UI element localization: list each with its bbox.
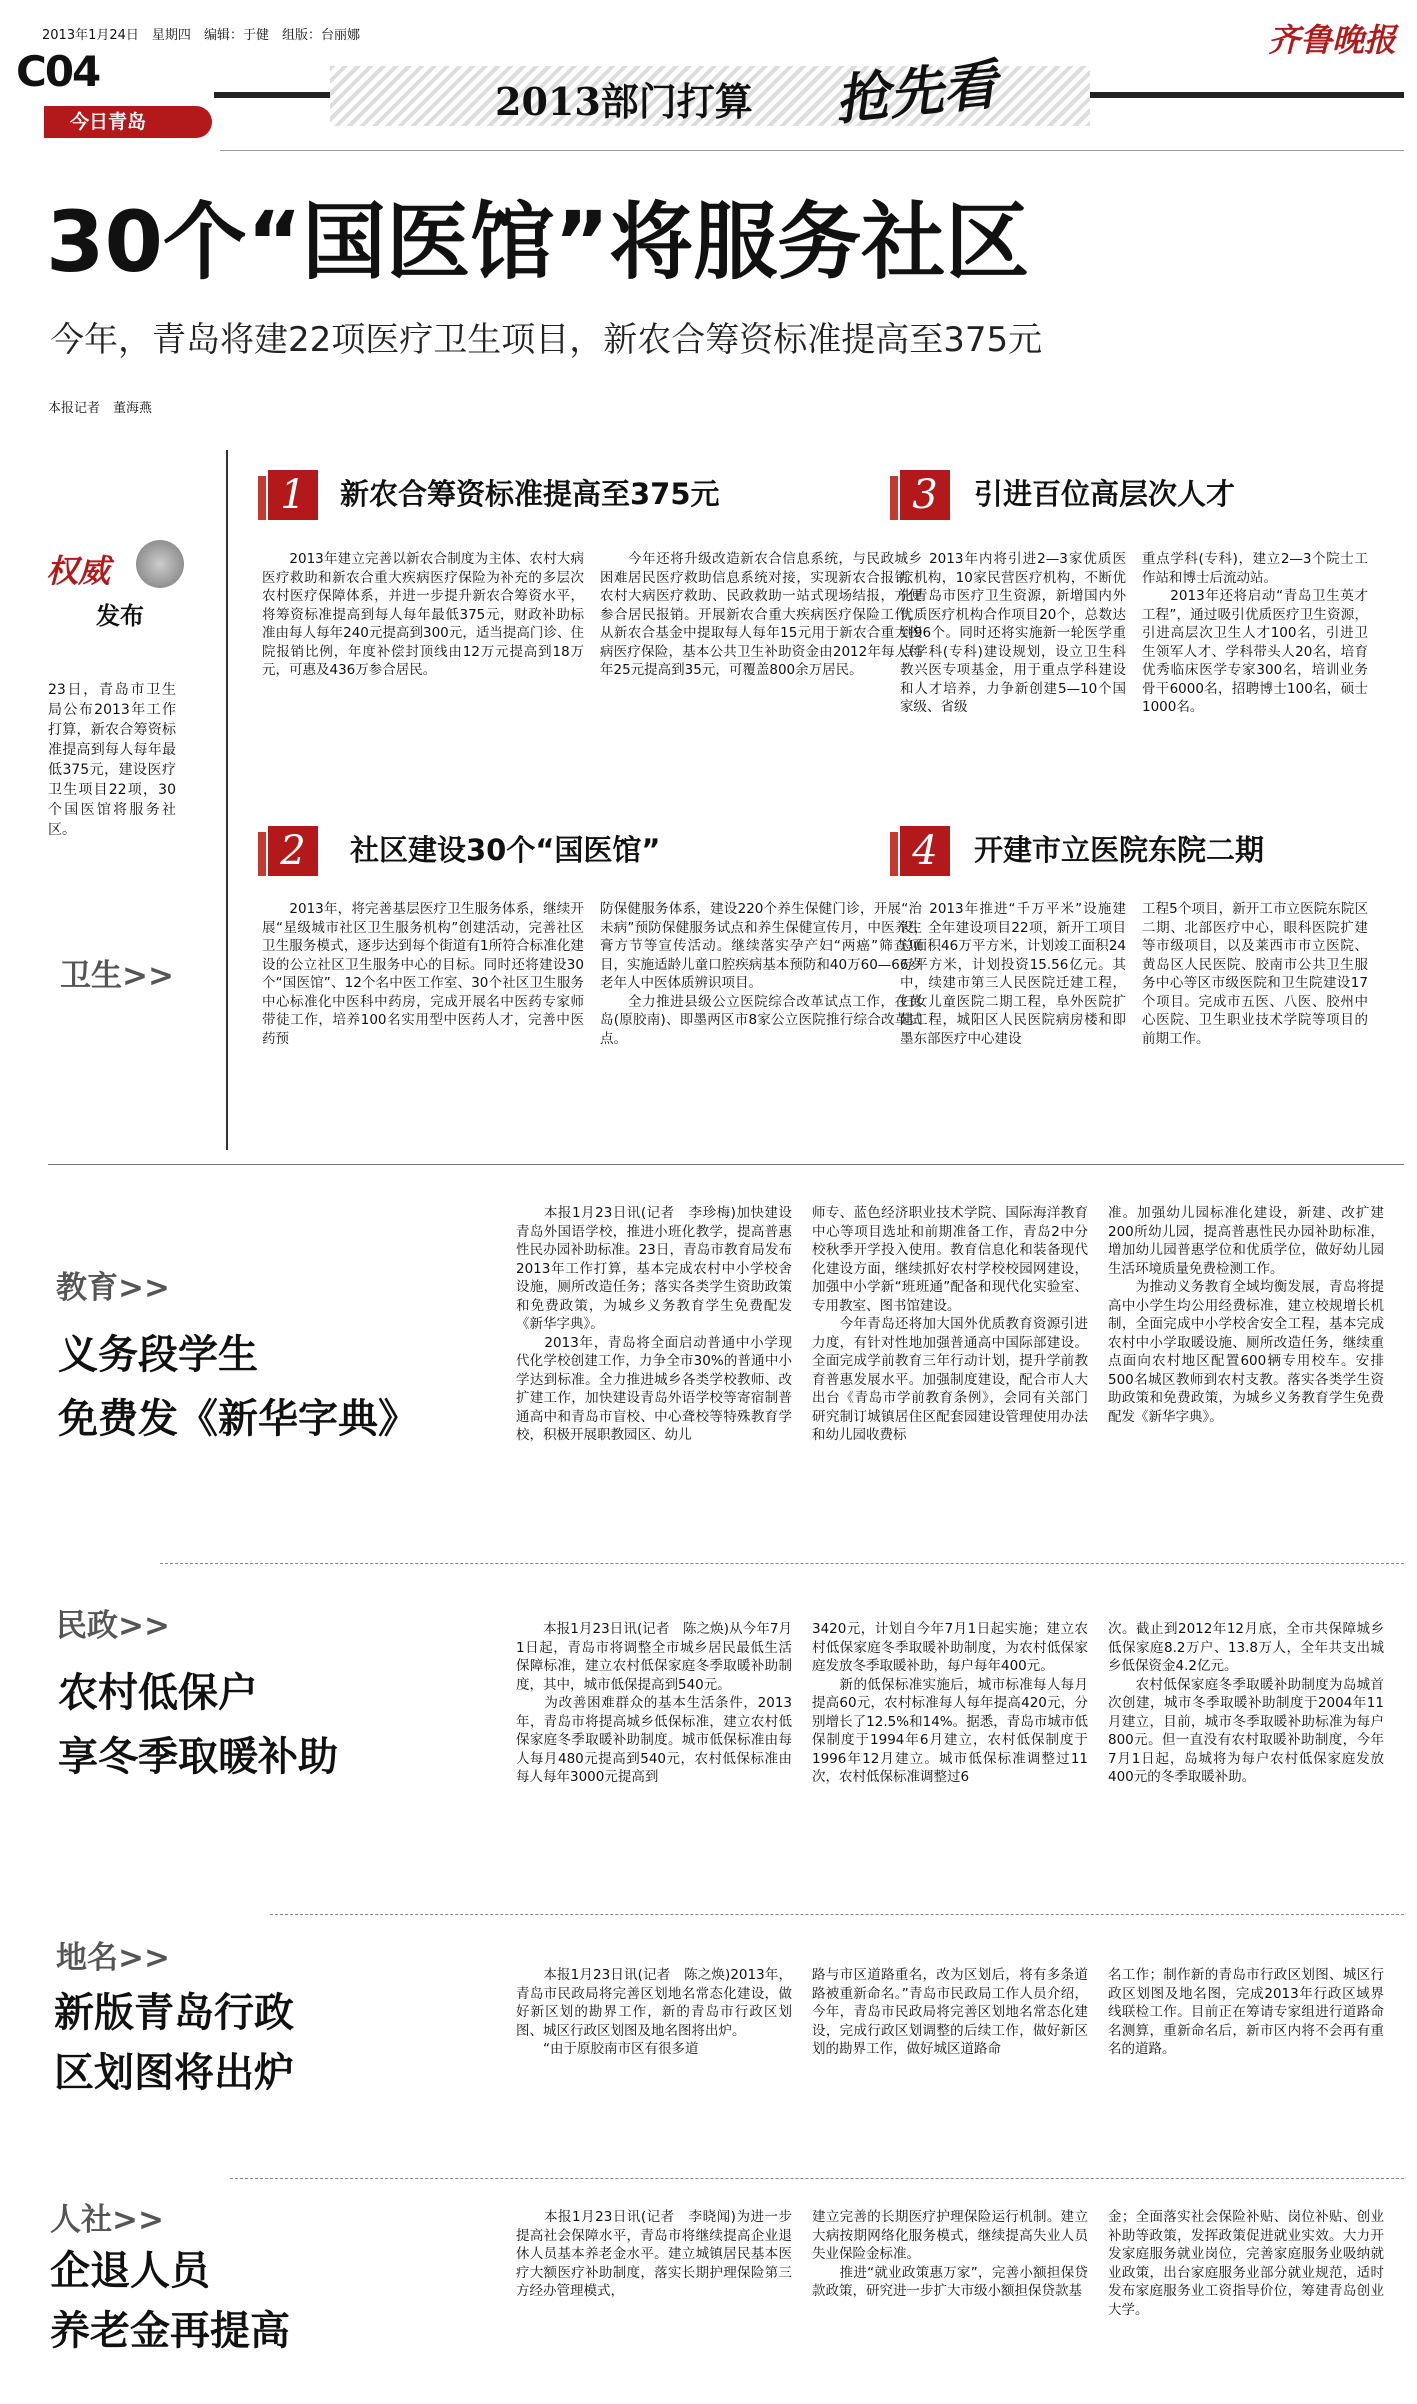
- section-2-col-1: 2013年，将完善基层医疗卫生服务体系，继续开展“星级城市社区卫生服务机构”创建活动，完善社区卫生服务模式，逐步达到每个街道有1所符合标准化建设的公立社区卫生服务中心的目标。同时还将建设30个“国医馆”、12个名中医工作室、30个社区卫生服务中心标准化中医科中药房，完成开展名中医药专家师带徒工作，培养100名实用型中医药人才，完善中医药预: [262, 901, 584, 1047]
- placename-divider: [230, 2178, 1404, 2180]
- section-1-col-1: 2013年建立完善以新农合制度为主体、农村大病医疗救助和新农合重大疾病医疗保险为补充的多层次农村医疗保障体系，并进一步提升新农合筹资水平，将筹资标准提高到每人每年最低375元，财政补助标准由每人每年240元提高到300元，适当提高门诊、住院报销比例，年度补偿封顶线由12万元提高到18万元，可惠及436万参合居民。: [262, 551, 584, 678]
- placename-col-2: 路与市区道路重名，改为区划后，将有多条道路被重新命名。”青岛市民政局工作人员介绍，今年，青岛市民政局将完善区划地名常态化建设，完成行政区划调整的后续工作，做好新区划的勘界工作，做好城区道路命: [812, 1967, 1088, 2057]
- education-title-line-2: 免费发《新华字典》: [58, 1396, 418, 1442]
- placename-col-3: 名工作；制作新的青岛市行政区划图、城区行政区划图及地名图，完成2013年行政区域界线联检工作。目前正在筹请专家组进行道路命名测算，重新命名后，新市区内将不会再有重名的道路。: [1108, 1967, 1384, 2057]
- hr-title-line-1: 企退人员: [50, 2248, 210, 2294]
- category-place-names: 地名>>: [56, 1940, 170, 1976]
- lead-summary: 23日，青岛市卫生局公布2013年工作打算，新农合筹资标准提高到每人每年最低375元，建设医疗卫生项目22项，30个国医馆将服务社区。: [48, 682, 176, 838]
- lead-bottom-rule: [48, 1164, 1404, 1165]
- hr-title-line-2: 养老金再提高: [50, 2308, 290, 2354]
- civil-title-line-1: 农村低保户: [58, 1670, 258, 1716]
- authority-badge-top: 权威: [46, 552, 111, 590]
- hr-col-3: 金；全面落实社会保险补贴、岗位补贴、创业补助等政策，发挥政策促进就业实效。大力开发家庭服务就业岗位，完善家庭服务业吸纳就业政策，出台家庭服务业部分就业规范，适时发布家庭服务业工资指导价位，筹建青岛创业大学。: [1108, 2209, 1384, 2318]
- section-3-col-1: 2013年内将引进2—3家优质医疗机构，10家民营医疗机构，不断优化青岛市医疗卫生资源，新增国内外优质医疗机构合作项目20个，总数达到96个。同时还将实施新一轮医学重点学科(专科)建设规划，设立卫生科教兴医专项基金，用于重点学科建设和人才培养，力争新创建5—10个国家级、省级: [900, 551, 1126, 715]
- section-label: 今日青岛: [70, 111, 147, 133]
- civil-divider: [270, 1914, 1404, 1916]
- headline: 30个“国医馆”将服务社区: [46, 193, 1030, 291]
- subheadline: 今年，青岛将建22项医疗卫生项目，新农合筹资标准提高至375元: [50, 320, 1043, 360]
- banner-script: 抢先看: [832, 51, 1000, 133]
- civil-col-3: 次。截止到2012年12月底，全市共保障城乡低保家庭8.2万户、13.8万人，全年共支出城乡低保资金4.2亿元。 农村低保家庭冬季取暖补助制度为岛城首次创建，城市冬季取暖补助制度于2004年11月建立，目前，城市冬季取暖补助标准为每户800元。但一直没有农村取暖补助制度，今年7月1日起，岛城将为每户农村低保家庭发放400元的冬季取暖补助。: [1108, 1621, 1384, 1785]
- brand-logo: 齐鲁晚报: [1268, 21, 1397, 59]
- section-4-col-1: 2013年推进“千万平米”设施建设，全年建设项目22项，新开工项目总面积46万平方米，计划竣工面积24万平方米，计划投资15.56亿元。其中，续建市第三人民医院迁建工程，妇女儿童医院二期工程，阜外医院扩建工程，城阳区人民医院病房楼和即墨东部医疗中心建设: [900, 901, 1126, 1047]
- authority-badge-bottom: 发布: [96, 602, 144, 630]
- section-2-title: 社区建设30个“国医馆”: [350, 833, 661, 867]
- section-3-title: 引进百位高层次人才: [974, 477, 1236, 511]
- civil-title-line-2: 享冬季取暖补助: [58, 1734, 338, 1780]
- hr-col-2: 建立完善的长期医疗护理保险运行机制。建立大病按期网络化服务模式，继续提高失业人员失业保险金标准。 推进“就业政策惠万家”，完善小额担保贷款政策，研究进一步扩大市级小额担保贷款基: [812, 2209, 1088, 2299]
- section-1-col-2: 今年还将升级改造新农合信息系统，与民政城乡困难居民医疗救助信息系统对接，实现新农合报销、农村大病医疗救助、民政救助一站式现场结报，方便参合居民报销。开展新农合重大疾病医疗保险工作，从新农合基金中提取每人每年15元用于新农合重大疾病医疗保险，基本公共卫生补助资金由2012年每人每年25元提高到35元，可覆盖800余万居民。: [600, 551, 922, 678]
- megaphone-icon: [136, 540, 184, 588]
- education-col-3: 准。加强幼儿园标准化建设，新建、改扩建200所幼儿园，提高普惠性民办园补助标准，增加幼儿园普惠学位和优质学位，做好幼儿园生活环境质量免费检测工作。 为推动义务教育全域均衡发展，青岛将提高中小学生均公用经费标准，建立校规增长机制，全面完成中小学校舍安全工程，基本完成农村中小学取暖设施、厕所改造任务，继续重点面向农村地区配置600辆专用校车。安排500名城区教师到农村支教。落实各类学生资助政策和免费政策，为城乡义务教育学生免费配发《新华字典》。: [1108, 1205, 1384, 1425]
- issue-date: 2013年1月24日 星期四 编辑：于健 组版：台丽娜: [42, 28, 360, 43]
- section-4-title: 开建市立医院东院二期: [974, 833, 1265, 867]
- category-health: 卫生>>: [60, 958, 174, 994]
- sidebar-divider: [226, 450, 228, 1150]
- placename-title-line-1: 新版青岛行政: [54, 1990, 294, 2036]
- banner-title: 2013部门打算: [495, 79, 753, 124]
- header-underline: [220, 150, 1404, 151]
- category-education: 教育>>: [56, 1270, 170, 1306]
- section-3-col-2: 重点学科(专科)，建立2—3个院士工作站和博士后流动站。 2013年还将启动“青岛卫生英才工程”，通过吸引优质医疗卫生资源，引进高层次卫生人才100名，引进卫生领军人才、学科带头人20名，培育优秀临床医学专家300名，培训业务骨干6000名，招聘博士100名，硕士1000名。: [1142, 551, 1368, 715]
- civil-col-1: 本报1月23日讯(记者 陈之焕)从今年7月1日起，青岛市将调整全市城乡居民最低生活保障标准，建立农村低保家庭冬季取暖补助制度，其中，城市低保提高到540元。 为改善困难群众的基本生活条件，2013年，青岛市将提高城乡低保标准，建立农村低保家庭冬季取暖补助制度。城市低保标准由每人每月480元提高到540元，农村低保标准由每人每年3000元提高到: [516, 1621, 792, 1785]
- section-2-col-2: 防保健服务体系，建设220个养生保健门诊，开展“治未病”预防保健服务试点和养生保健宣传月，中医养生膏方节等宣传活动。继续落实孕产妇“两癌”筛查项目，实施适龄儿童口腔疾病基本预防和40万60—66岁老年人中医体质辨识项目。 全力推进县级公立医院综合改革试点工作，在黄岛(原胶南)、即墨两区市8家公立医院推行综合改革试点。: [600, 901, 922, 1047]
- category-human-resources: 人社>>: [50, 2202, 164, 2238]
- section-1-title: 新农合筹资标准提高至375元: [340, 477, 720, 511]
- category-civil-affairs: 民政>>: [56, 1608, 170, 1644]
- page-number: C04: [16, 47, 100, 96]
- hr-col-1: 本报1月23日讯(记者 李晓闻)为进一步提高社会保障水平，青岛市将继续提高企业退休人员基本养老金水平。建立城镇居民基本医疗大额医疗补助制度，落实长期护理保险第三方经办管理模式，: [516, 2209, 792, 2299]
- section-2-number: 2: [268, 826, 318, 876]
- section-4-number: 4: [900, 826, 950, 876]
- placename-title-line-2: 区划图将出炉: [54, 2050, 294, 2096]
- education-col-1: 本报1月23日讯(记者 李珍梅)加快建设青岛外国语学校，推进小班化教学，提高普惠性民办园补助标准。23日，青岛市教育局发布2013年工作打算，基本完成农村中小学校舍设施，厕所改造任务；落实各类学生资助政策和免费政策，为城乡义务教育学生免费配发《新华字典》。 2013年，青岛将全面启动普通中小学现代化学校创建工作，力争全市30%的普通中小学达到标准。全力推进城乡各类学校教师、改扩建工作，加快建设青岛外语学校等寄宿制普通高中和青岛市盲校、中心聋校等特殊教育学校，积极开展职教园区、幼儿: [516, 1205, 792, 1443]
- education-divider: [160, 1563, 1404, 1565]
- education-col-2: 师专、蓝色经济职业技术学院、国际海洋教育中心等项目选址和前期准备工作，青岛2中分校秋季开学投入使用。教育信息化和装备现代化建设方面，继续抓好农村学校校园网建设，加强中小学新“班班通”配备和现代化实验室、专用教室、图书馆建设。 今年青岛还将加大国外优质教育资源引进力度，有针对性地加强普通高中国际部建设。全面完成学前教育三年行动计划，提升学前教育普惠发展水平。加强制度建设，配合市人大出台《青岛市学前教育条例》，会同有关部门研究制订城镇居住区配套园建设管理使用办法和幼儿园收费标: [812, 1205, 1088, 1443]
- section-3-number: 3: [900, 470, 950, 520]
- placename-col-1: 本报1月23日讯(记者 陈之焕)2013年，青岛市民政局将完善区划地名常态化建设，做好新区划的勘界工作，新的青岛市行政区划图、城区行政区划图及地名图将出炉。 “由于原胶南市区有很多道: [516, 1967, 792, 2057]
- section-4-col-2: 工程5个项目，新开工市立医院东院区二期、北部医疗中心，眼科医院扩建等市级项目，以及莱西市市立医院、黄岛区人民医院、胶南市公共卫生服务中心等区市级医院和卫生院建设17个项目。完成市五医、八医、胶州中心医院、卫生职业技术学院等项目的前期工作。: [1142, 901, 1368, 1047]
- authority-badge: [40, 540, 190, 640]
- civil-col-2: 3420元，计划自今年7月1日起实施；建立农村低保家庭冬季取暖补助制度，为农村低保家庭发放冬季取暖补助，每户每年400元。 新的低保标准实施后，城市标准每人每月提高60元，农村标准每人每年提高420元，分别增长了12.5%和14%。据悉，青岛市城市低保制度于1994年6月建立，农村低保制度于1996年12月建立。城市低保标准调整过11次，农村低保标准调整过6: [812, 1621, 1088, 1785]
- byline: 本报记者 董海燕: [48, 401, 153, 416]
- section-1-number: 1: [268, 470, 318, 520]
- education-title-line-1: 义务段学生: [58, 1332, 258, 1378]
